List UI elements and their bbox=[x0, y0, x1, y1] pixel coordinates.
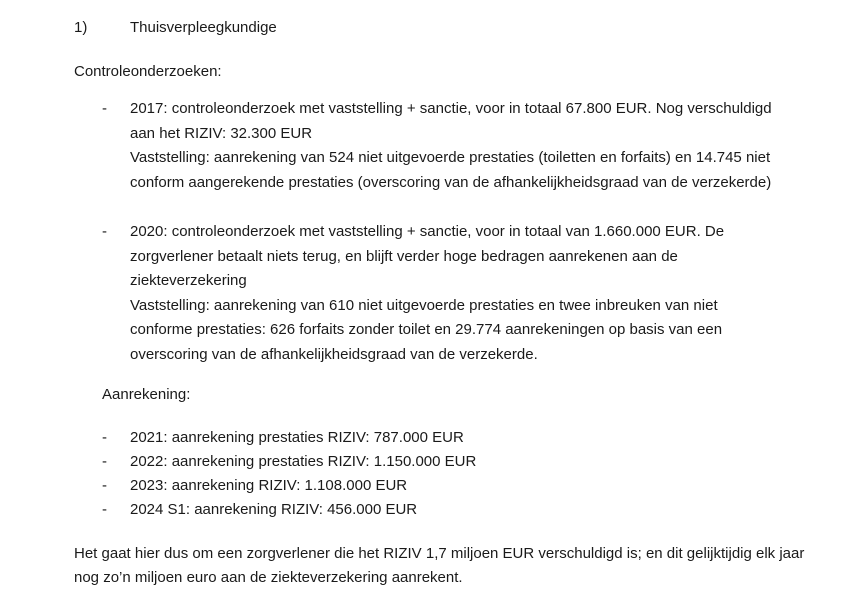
controls-label: Controleonderzoeken: bbox=[74, 63, 222, 80]
list-item-finding: Vaststelling: aanrekening van 524 niet uitgevoerde prestaties (toiletten en forfaits) en 14.745 niet conform aangerekende prestaties (overscoring van de afhankelijkheidsgraad van de verzekerde) bbox=[130, 149, 772, 191]
conclusion-paragraph: Het gaat hier dus om een zorgverlener die het RIZIV 1,7 miljoen EUR verschuldigd is; en dit gelijktijdig elk jaar nog zo’n miljoen euro aan de ziekteverzekering aanrekent. bbox=[74, 545, 805, 586]
list-bullet: - bbox=[102, 477, 107, 494]
list-bullet: - bbox=[102, 453, 107, 470]
list-item-text: 2020: controleonderzoek met vaststelling + sanctie, voor in totaal van 1.660.000 EUR. De zorgverlener betaalt niets terug, en blijft verder hoge bedragen aanrekenen aan de ziekteverzekering bbox=[130, 223, 725, 289]
section-number: 1) bbox=[74, 19, 88, 36]
section-title: Thuisverpleegkundige bbox=[130, 19, 277, 36]
list-item-text: 2022: aanrekening prestaties RIZIV: 1.150.000 EUR bbox=[130, 453, 477, 470]
billing-label: Aanrekening: bbox=[102, 386, 191, 403]
list-bullet: - bbox=[102, 429, 107, 446]
list-item-body bbox=[130, 220, 780, 367]
list-item-text: 2021: aanrekening prestaties RIZIV: 787.000 EUR bbox=[130, 429, 464, 446]
list-item-finding: Vaststelling: aanrekening van 610 niet uitgevoerde prestaties en twee inbreuken van niet conforme prestaties: 626 forfaits zonder toilet en 29.774 aanrekeningen op basis van een overscoring van de afhankelijkheidsgraad van de verzekerde. bbox=[130, 296, 723, 363]
list-item-text: 2017: controleonderzoek met vaststelling + sanctie, voor in totaal 67.800 EUR. Nog verschuldigd aan het RIZIV: 32.300 EUR bbox=[130, 100, 772, 142]
list-bullet: - bbox=[102, 100, 107, 117]
list-item-text: 2024 S1: aanrekening RIZIV: 456.000 EUR bbox=[130, 501, 418, 518]
list-item-body bbox=[130, 97, 780, 195]
list-bullet: - bbox=[102, 223, 107, 240]
list-item-text: 2023: aanrekening RIZIV: 1.108.000 EUR bbox=[130, 477, 408, 494]
list-bullet: - bbox=[102, 501, 107, 518]
